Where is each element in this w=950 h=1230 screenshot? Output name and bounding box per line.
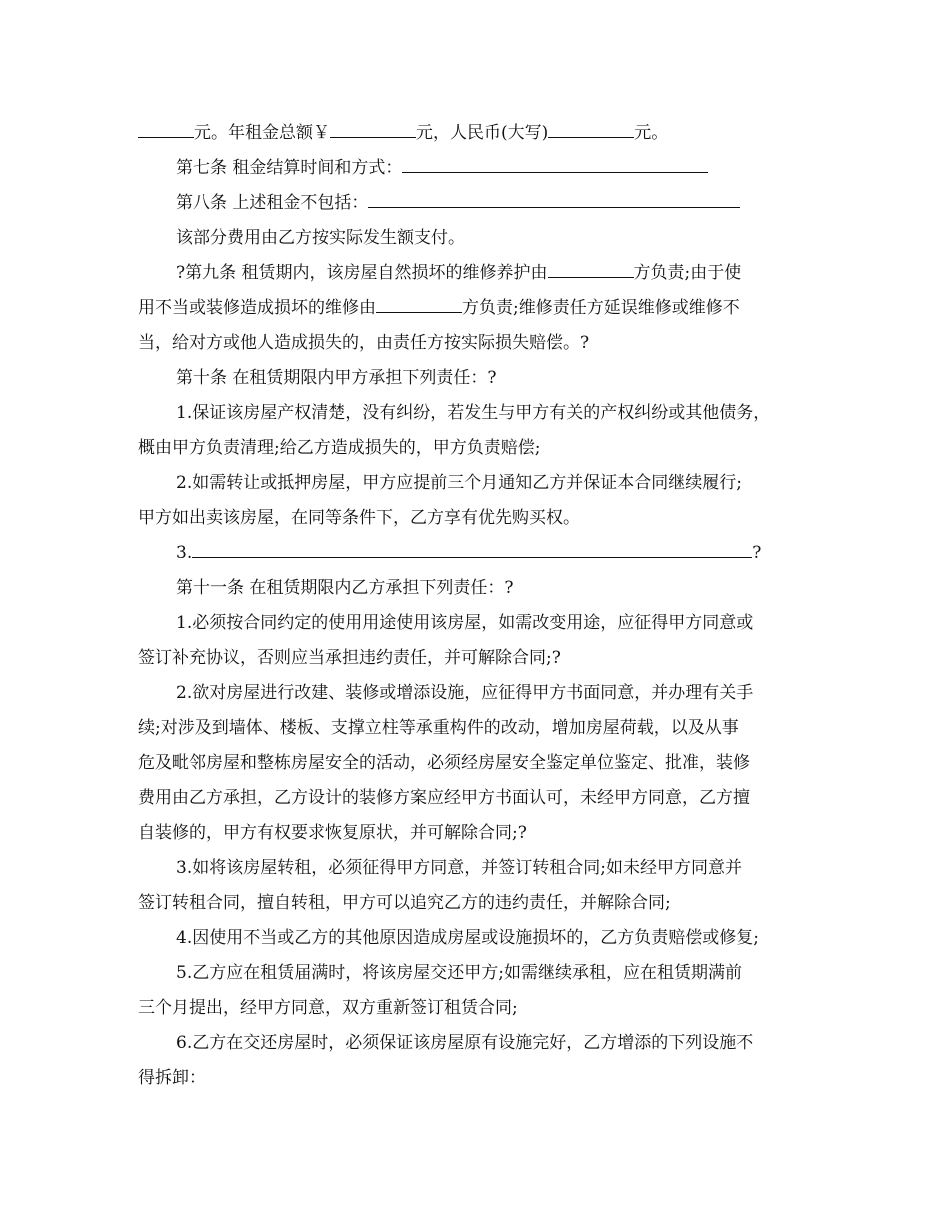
article-11-line [138,571,814,606]
paragraph-line [138,711,814,746]
article-8-line [138,186,814,221]
paragraph-line [138,851,814,886]
item-3-line [138,536,814,571]
line-text: 危及毗邻房屋和整栋房屋安全的活动，必须经房屋安全鉴定单位鉴定、批准，装修 [138,753,750,773]
line-text: 3.如将该房屋转租，必须征得甲方同意，并签订转租合同;如未经甲方同意并 [176,858,742,878]
paragraph-line [138,641,814,676]
rent-amount-blank [138,122,194,138]
article-10-line [138,361,814,396]
line-text: 概由甲方负责清理;给乙方造成损失的，甲方负责赔偿; [138,438,541,458]
article-9-continued-line [138,291,814,326]
paragraph-line [138,466,814,501]
line-text: 4.因使用不当或乙方的其他原因造成房屋或设施损坏的，乙方负责赔偿或修复; [176,928,759,948]
line-text: 第十条 在租赁期限内甲方承担下列责任：? [176,368,497,388]
line-text: 甲方如出卖该房屋，在同等条件下，乙方享有优先购买权。 [138,508,580,528]
line-text: 1.保证该房屋产权清楚，没有纠纷，若发生与甲方有关的产权纠纷或其他债务， [176,403,771,423]
article-7-line [138,151,814,186]
line-text: 元。年租金总额￥ [194,123,330,143]
paragraph-line [138,956,814,991]
paragraph-line [138,221,814,256]
line-text: 2.如需转让或抵押房屋，甲方应提前三个月通知乙方并保证本合同继续履行; [176,473,742,493]
line-text: 签订补充协议，否则应当承担违约责任，并可解除合同;? [138,648,561,668]
line-text: 第十一条 在租赁期限内乙方承担下列责任：? [176,578,514,598]
paragraph-line [138,816,814,851]
line-text: 费用由乙方承担，乙方设计的装修方案应经甲方书面认可，未经甲方同意，乙方擅 [138,788,750,808]
annual-rent-line [138,116,814,151]
paragraph-line [138,396,814,431]
paragraph-line [138,431,814,466]
paragraph-line [138,781,814,816]
paragraph-line [138,886,814,921]
contract-text [138,116,814,1096]
paragraph-line [138,326,814,361]
repair-party-blank [376,297,462,313]
line-text: 三个月提出，经甲方同意，双方重新签订租赁合同; [138,998,518,1018]
line-text: 方负责;由于使 [633,263,742,283]
line-text: 1.必须按合同约定的使用用途使用该房屋，如需改变用途，应征得甲方同意或 [176,613,754,633]
line-text: 自装修的，甲方有权要求恢复原状，并可解除合同;? [138,823,527,843]
article-9-line [138,256,814,291]
line-text: ? [752,543,762,563]
paragraph-line [138,991,814,1026]
line-text: 续;对涉及到墙体、楼板、支撑立柱等承重构件的改动，增加房屋荷载，以及从事 [138,718,739,738]
line-text: 元，人民币(大写) [416,123,549,143]
line-text: 用不当或装修造成损坏的维修由 [138,298,376,318]
excluded-costs-blank [368,192,740,208]
line-text: 元。 [634,123,669,143]
line-text: 第八条 上述租金不包括： [176,193,369,213]
paragraph-line [138,501,814,536]
paragraph-line [138,606,814,641]
line-text: 当，给对方或他人造成损失的，由责任方按实际损失赔偿。? [138,333,590,353]
paragraph-line [138,676,814,711]
paragraph-line [138,746,814,781]
line-text: 5.乙方应在租赁届满时，将该房屋交还甲方;如需继续承租，应在租赁期满前 [176,963,742,983]
line-text: ?第九条 租赁期内，该房屋自然损坏的维修养护由 [176,263,548,283]
line-text: 签订转租合同，擅自转租，甲方可以追究乙方的违约责任，并解除合同; [138,893,671,913]
line-text: 第七条 租金结算时间和方式： [176,158,403,178]
line-text: 2.欲对房屋进行改建、装修或增添设施，应征得甲方书面同意，并办理有关手 [176,683,754,703]
paragraph-line [138,1026,814,1061]
paragraph-line [138,1061,814,1096]
line-text: 3. [176,543,193,563]
paragraph-line [138,921,814,956]
line-text: 得拆卸： [138,1068,206,1088]
rmb-capital-blank [548,122,634,138]
annual-rent-blank [330,122,416,138]
landlord-item-3-blank [192,542,752,558]
maintenance-party-blank [548,262,634,278]
settlement-blank [402,157,708,173]
line-text: 方负责;维修责任方延误维修或维修不 [462,298,740,318]
line-text: 该部分费用由乙方按实际发生额支付。 [176,228,465,248]
line-text: 6.乙方在交还房屋时，必须保证该房屋原有设施完好，乙方增添的下列设施不 [176,1033,754,1053]
